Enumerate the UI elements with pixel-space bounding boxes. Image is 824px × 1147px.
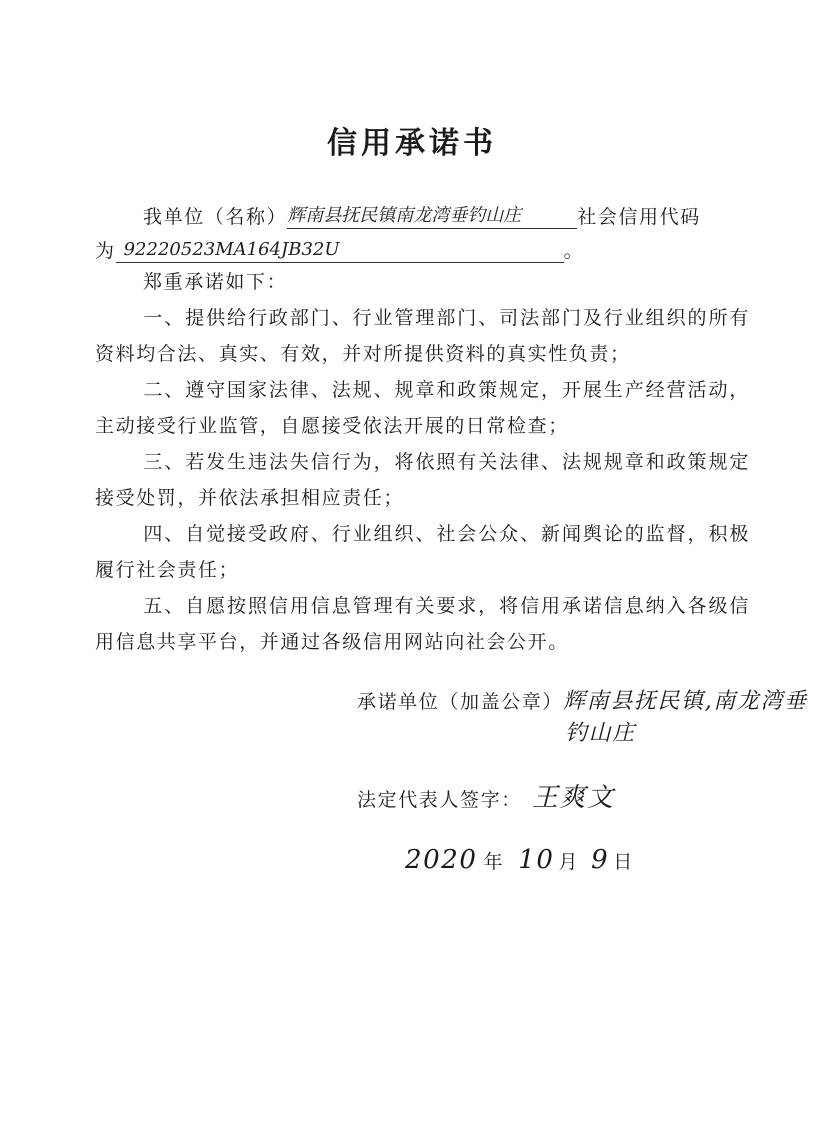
pledge-item-5: 五、自愿按照信用信息管理有关要求，将信用承诺信息纳入各级信用信息共享平台，并通过各级信用网站向社会公开。 [95, 595, 750, 653]
date-year-handwritten: 2020 [405, 845, 478, 875]
unit-seal-handwritten-1: 辉南县抚民镇,南龙湾垂 [563, 689, 808, 714]
rep-signature-handwritten: 王爽文 [531, 783, 615, 813]
unit-seal-label: 承诺单位（加盖公章） [357, 691, 564, 713]
intro-line-unit [143, 204, 701, 229]
code-prefix: 为 [95, 240, 116, 262]
pledge-item-1: 一、提供给行政部门、行业管理部门、司法部门及行业组织的所有资料均合法、真实、有效，并对所提供资料的真实性负责； [95, 307, 750, 365]
pledge-item-4: 四、自觉接受政府、行业组织、社会公众、新闻舆论的监督，积极履行社会责任； [95, 523, 750, 581]
unit-seal-handwritten-2: 钓山庄 [565, 721, 636, 746]
unit-prefix: 我单位（名称） [143, 206, 288, 228]
date-month-label: 月 [558, 851, 580, 873]
code-label: 社会信用代码 [577, 206, 701, 228]
date-month-handwritten: 10 [518, 845, 555, 875]
code-handwritten: 92220523MA164JB32U [116, 238, 564, 263]
intro-line-code [95, 238, 584, 263]
date-day-handwritten: 9 [591, 845, 610, 875]
unit-name-handwritten: 辉南县抚民镇南龙湾垂钓山庄 [287, 204, 577, 229]
document-title: 信用承诺书 [327, 126, 497, 161]
pledge-item-3: 三、若发生违法失信行为，将依照有关法律、法规规章和政策规定接受处罚，并依法承担相应责任； [95, 451, 750, 509]
signature-unit-row-2 [565, 722, 636, 746]
rep-sign-label: 法定代表人签字： [357, 789, 522, 811]
signature-rep-row [357, 783, 615, 813]
date-year-label: 年 [483, 851, 505, 873]
signature-unit-row [357, 690, 808, 714]
date-day-label: 日 [613, 851, 634, 873]
pledge-line: 郑重承诺如下： [143, 271, 288, 293]
pledge-item-2: 二、遵守国家法律、法规、规章和政策规定，开展生产经营活动，主动接受行业监管，自愿接受依法开展的日常检查； [95, 379, 750, 437]
date-row [405, 845, 634, 875]
code-suffix: 。 [563, 240, 585, 262]
